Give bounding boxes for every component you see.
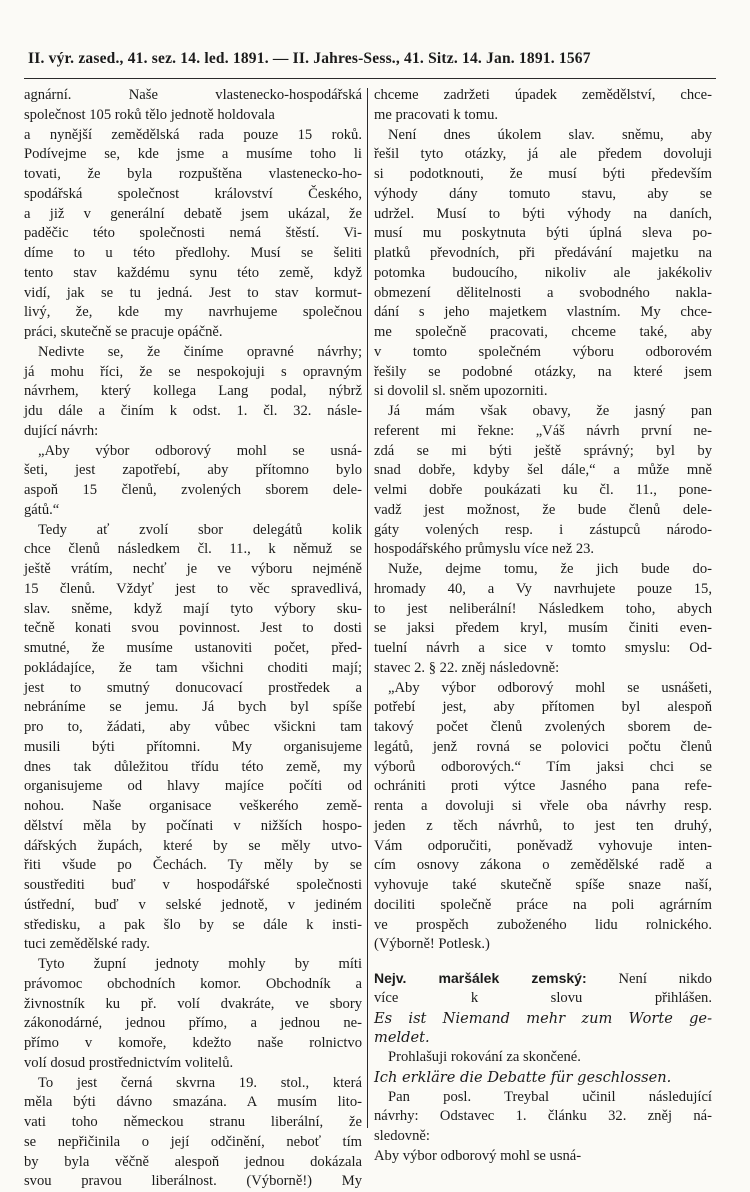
- text-line: Ich erkläre die Debatte für geschlossen.: [374, 1068, 672, 1086]
- text-line: Tyto župní jednoty mohly by míti: [38, 956, 362, 972]
- text-line: paděčic této společnosti nemá štěstí. Vi-: [24, 225, 362, 242]
- text-line: si dovolil sl. sněm upozorniti.: [374, 383, 548, 400]
- text-line: Tedy ať zvolí sbor delegátů kolik: [38, 521, 362, 538]
- text-line: livý, že, kde my navrhujeme společnou: [24, 304, 362, 321]
- text-line: musili býti přítomni. My organisujeme: [24, 738, 362, 755]
- text-line: ve prospěch zuboženého lidu rolnického.: [374, 916, 712, 933]
- text-line: ještě vrátím, nechť je ve výboru nejméně: [24, 561, 362, 577]
- header-rule: [24, 78, 716, 79]
- text-line: spodářská společnost království Českého,: [24, 185, 362, 202]
- text-line: pokládajíce, že tam všichni choditi mají;: [24, 659, 362, 676]
- speaker-text: Není nikdo: [618, 971, 712, 987]
- text-line: šeti, jest zapotřebí, aby přítomno bylo: [24, 462, 362, 479]
- text-line: vadž jest možnost, že bude členů dele-: [374, 501, 712, 518]
- text-line: řešil tyto otázky, já ale předem dovoluji: [374, 146, 712, 163]
- text-line: se nepřičinila o její odčinění, neboť tím: [24, 1133, 362, 1150]
- text-line: živnostník ku př. volí dvakráte, ve sbory: [24, 995, 362, 1012]
- text-line: obmezení dělitelnosti a svobodného nakla-: [374, 284, 712, 301]
- text-line: Není dnes úkolem slav. sněmu, aby: [388, 126, 712, 143]
- text-line: jeden z těch návrhů, to jest ten druhý,: [374, 817, 712, 834]
- text-line: me pracovati k tomu.: [374, 106, 499, 123]
- text-line: Já mám však obavy, že jasný pan: [388, 403, 712, 419]
- text-line: Prohlašuji rokování za skončené.: [388, 1049, 581, 1065]
- text-line: Vám odporučiti, poněvadž vyhovuje inten-: [374, 837, 712, 854]
- text-line: více k slovu přihlášen.: [374, 989, 712, 1006]
- text-line: se jaksi předem kryl, musím činiti even-: [374, 620, 712, 637]
- text-line: dání s jeho majetkem vlastním. My chce-: [374, 304, 712, 321]
- text-line: středisku, a pak šlo by se dále k insti-: [24, 916, 362, 933]
- text-line: společnost 105 roků tělo jednotě holdovala: [24, 106, 275, 123]
- text-line: zákonodárné, jednou přímo, a jednou ne-: [24, 1015, 362, 1032]
- column-divider: [367, 88, 368, 1128]
- speaker-name: Nejv. maršálek zemský:: [374, 970, 587, 986]
- text-line: vidí, jak se tu jedná. Jest to stav kormut-: [24, 284, 362, 301]
- text-line: řešily se podobné otázky, na které jsem: [374, 363, 712, 380]
- text-line: referent mi řekne: „Váš návrh první ne-: [374, 422, 712, 439]
- text-line: výhody dány tomuto stavu, aby se: [374, 185, 712, 202]
- text-line: díme to u této předlohy. Musí se šeliti: [24, 245, 362, 261]
- text-line: dářských župách, které by se měly utvo-: [24, 837, 362, 854]
- page-header: II. výr. zased., 41. sez. 14. led. 1891. — II. Jahres-Sess., 41. Sitz. 14. Jan. 1891. 1567: [28, 50, 591, 67]
- text-line: právomoc obchodních komor. Obchodník a: [24, 975, 362, 992]
- text-line: legátů, jenž rovná se polovici počtu členů: [374, 738, 712, 755]
- text-line: (Výborně! Potlesk.): [374, 936, 490, 953]
- text-line: dnes tak důležitou třídu této země, my: [24, 758, 362, 775]
- text-line: jest to smutný donucovací prostředek a: [24, 679, 362, 696]
- text-line: v tomto společném výboru odborovém: [374, 343, 712, 360]
- text-line: dociliti společně práce na poli agrárním: [374, 896, 712, 913]
- text-line: ochrániti proti výtce Jasného pana refe-: [374, 778, 712, 795]
- text-line: me společně pracovati, chceme také, aby: [374, 324, 712, 340]
- text-line: tuci zemědělské rady.: [24, 936, 150, 953]
- text-line: 15 členů. Vždyť jest to věc spravedlivá,: [24, 580, 362, 597]
- text-line: „Aby výbor odborový mohl se usná-: [38, 442, 362, 459]
- text-line: gátů.“: [24, 501, 60, 518]
- text-line: návrhy: Odstavec 1. článku 32. zněj ná-: [374, 1108, 712, 1125]
- text-line: volí dosud prostřednictvím volitelů.: [24, 1054, 234, 1071]
- text-line: návrhem, který kollega Lang podal, nýbrž: [24, 383, 362, 400]
- text-line: vyhovuje také skutečně spíše snaze naší,: [374, 877, 712, 893]
- text-line: cím osnovy zákona o zemědělské radě a: [374, 857, 712, 874]
- text-line: dělství měla by počínati v nižších hospo-: [24, 817, 362, 834]
- text-line: smutné, že musíme ustanoviti počet, před-: [24, 640, 362, 656]
- paragraph-gap: [374, 955, 712, 969]
- text-line: tento stav každému synu této země, když: [24, 264, 362, 281]
- text-line: práci, skutečně se pracuje opáčně.: [24, 324, 223, 340]
- text-line: musí mu poskytnuta býti úplná sleva po-: [374, 225, 712, 242]
- text-line: a již v generální debatě jsem ukázal, že: [24, 205, 362, 222]
- text-line: potřebí jest, aby přítomen byl alespoň: [374, 699, 712, 716]
- text-line: a nynější zemědělská rada pouze 15 roků.: [24, 126, 362, 143]
- right-column: [374, 86, 712, 1167]
- text-line: nohou. Naše organisace veškerého země-: [24, 798, 362, 814]
- text-line: Nedivte se, že činíme opravné návrhy;: [38, 343, 362, 360]
- text-line: takový počet členů zvolených sborem de-: [374, 719, 712, 735]
- text-line: To jest černá skvrna 19. stol., která: [38, 1074, 362, 1091]
- text-line: Es ist Niemand mehr zum Worte ge-: [374, 1009, 712, 1027]
- text-line: pro to, žádati, aby vůbec všickni tam: [24, 719, 362, 735]
- text-line: agnární. Naše vlastenecko-hospodářská: [24, 87, 362, 103]
- text-line: si podotknouti, že musí býti především: [374, 166, 712, 182]
- text-line: výborů odborových.“ Tím jaksi chci se: [374, 758, 712, 775]
- text-line: hromady 40, a Vy navrhujete pouze 15,: [374, 580, 712, 597]
- text-line: soustřediti buď v hospodářské společnosti: [24, 877, 362, 893]
- text-line: jdu dále a činím k odst. 1. čl. 32. násle-: [24, 403, 362, 419]
- text-line: organisujeme od hlavy majíce počíti od: [24, 778, 362, 795]
- text-line: Nuže, dejme tomu, že jich bude do-: [388, 561, 712, 577]
- text-line: tuelní návrh a sice v tomto smyslu: Od-: [374, 640, 712, 656]
- text-line: slav. sněme, když mají tyto výbory sku-: [24, 600, 362, 617]
- text-line: chceme zadržeti úpadek zemědělství, chce-: [374, 87, 712, 103]
- text-line: Pan posl. Treybal učinil následující: [388, 1088, 712, 1105]
- text-line: tečně konati svou povinnost. Jest to dosti: [24, 620, 362, 637]
- text-line: já mohu říci, že se nespokojuji s opravným: [24, 363, 362, 380]
- text-line: tovati, že byla rozpuštěna vlastenecko-ho-: [24, 166, 362, 182]
- text-line: svou pravou liberálnost. (Výborně!) My: [24, 1173, 362, 1190]
- text-line: renta a dovoluji si vřele oba návrhy resp.: [374, 798, 712, 814]
- text-line: meldet.: [374, 1029, 430, 1047]
- text-line: přímo v komoře, kdežto naše rolnictvo: [24, 1035, 362, 1051]
- text-line: řiti všude po Čechách. Ty měly by se: [24, 857, 362, 874]
- text-line: Aby výbor odborový mohl se usná-: [374, 1147, 582, 1164]
- text-line: sledovně:: [374, 1128, 430, 1144]
- text-line: dující návrh:: [24, 422, 99, 439]
- text-line: aspoň 15 členů, zvolených sborem dele-: [24, 482, 362, 498]
- text-line: „Aby výbor odborový mohl se usnášeti,: [388, 679, 712, 696]
- text-line: stavec 2. § 22. zněj následovně:: [374, 659, 560, 676]
- text-line: udržel. Musí to býti výhody na daních,: [374, 205, 712, 222]
- text-line: vati toho německou stranu liberální, že: [24, 1114, 362, 1130]
- text-line: nebráníme se jemu. Já bych byl spíše: [24, 699, 362, 716]
- text-line: potomka budoucího, nikoliv ale jakékoliv: [374, 264, 712, 281]
- left-column: [24, 86, 362, 1192]
- text-line: ústřední, buď v selské jednotě, v jediném: [24, 896, 362, 913]
- text-line: měla býti dávno smazána. A musím lito-: [24, 1094, 362, 1111]
- text-line: chce členů následkem čl. 11., k němuž se: [24, 541, 362, 558]
- speaker-line: [374, 969, 712, 989]
- text-line: snad dobře, kdyby šel dále,“ a může mně: [374, 462, 712, 479]
- text-line: hospodářského průmyslu více než 23.: [374, 541, 595, 558]
- text-line: to jest neliberální! Následkem toho, abych: [374, 600, 712, 617]
- text-line: velmi dobře poukázati ku čl. 11., pone-: [374, 482, 712, 498]
- text-line: Podívejme se, kde jsme a musíme toho li: [24, 146, 362, 163]
- text-line: gáty volených resp. i zástupců národo-: [374, 521, 712, 538]
- text-line: zdá se mi býti ještě správný; byl by: [374, 442, 712, 459]
- text-line: by byla věčně alespoň jednou dokázala: [24, 1153, 362, 1170]
- text-line: platků převodních, při předávání majetku na: [374, 245, 712, 261]
